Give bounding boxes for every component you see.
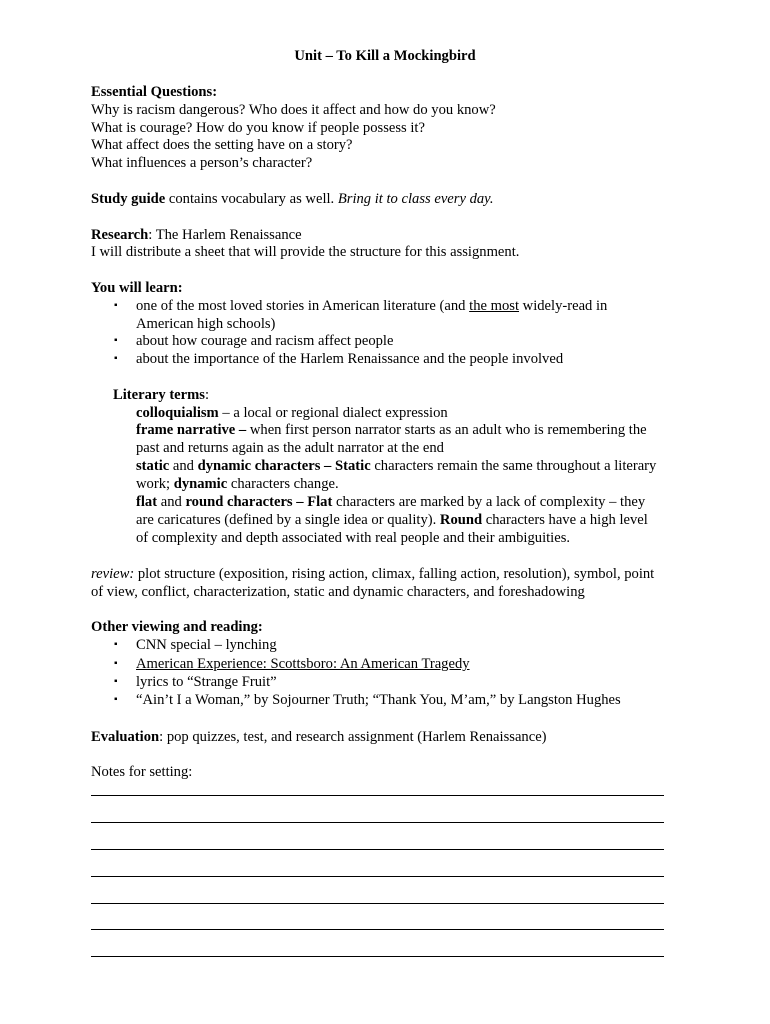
other-item-link[interactable]: American Experience: Scottsboro: An American Tragedy xyxy=(136,656,470,672)
essential-question: What influences a person’s character? xyxy=(91,155,313,171)
term-colloquialism: colloquialism – a local or regional dialect expression xyxy=(136,405,448,421)
bullet-icon: ▪ xyxy=(114,639,118,650)
study-guide-line xyxy=(91,190,494,208)
literary-terms-heading: Literary terms: xyxy=(113,387,210,403)
notes-line xyxy=(91,903,664,904)
term-flat-round: flat and round characters – Flat characters are marked by a lack of complexity – they xyxy=(136,494,646,510)
study-guide-reminder: Bring it to class every day. xyxy=(337,191,494,207)
study-guide-text: contains vocabulary as well. xyxy=(165,191,338,207)
learn-item: about the importance of the Harlem Renaissance and the people involved xyxy=(136,351,564,367)
term-flat-round-continued: are caricatures (defined by a single idea or quality). Round characters have a high level xyxy=(136,512,648,528)
bullet-icon: ▪ xyxy=(114,300,118,311)
essential-question: What is courage? How do you know if people possess it? xyxy=(91,120,425,136)
term-frame-narrative: frame narrative – when first person narrator starts as an adult who is remembering the xyxy=(136,422,647,438)
term-frame-narrative-continued: past and returns again as the adult narrator at the end xyxy=(136,440,444,456)
term-static-dynamic-continued: work; dynamic characters change. xyxy=(136,476,339,492)
other-item: “Ain’t I a Woman,” by Sojourner Truth; “Thank You, M’am,” by Langston Hughes xyxy=(136,692,621,708)
research-line xyxy=(91,226,302,244)
notes-line xyxy=(91,795,664,796)
notes-line xyxy=(91,822,664,823)
research-topic: : The Harlem Renaissance xyxy=(148,227,302,243)
bullet-icon: ▪ xyxy=(114,676,118,687)
research-label: Research xyxy=(91,227,149,243)
other-viewing-heading: Other viewing and reading: xyxy=(91,619,263,635)
notes-line xyxy=(91,956,664,957)
review-line-continued: of view, conflict, characterization, static and dynamic characters, and foreshadowing xyxy=(91,584,585,600)
notes-line xyxy=(91,929,664,930)
review-line: review: plot structure (exposition, rising action, climax, falling action, resolution), symbol, point xyxy=(91,566,655,582)
notes-label: Notes for setting: xyxy=(91,764,193,780)
bullet-icon: ▪ xyxy=(114,694,118,705)
essential-questions-heading: Essential Questions: xyxy=(91,84,218,100)
study-guide-label: Study guide xyxy=(91,191,166,207)
essential-question: What affect does the setting have on a story? xyxy=(91,137,353,153)
notes-line xyxy=(91,849,664,850)
term-static-dynamic: static and dynamic characters – Static characters remain the same throughout a literary xyxy=(136,458,657,474)
learn-item: one of the most loved stories in American literature (and the most widely-read in xyxy=(136,298,608,314)
you-will-learn-heading: You will learn: xyxy=(91,280,183,296)
research-description: I will distribute a sheet that will provide the structure for this assignment. xyxy=(91,244,520,260)
notes-line xyxy=(91,876,664,877)
bullet-icon: ▪ xyxy=(114,353,118,364)
bullet-icon: ▪ xyxy=(114,335,118,346)
page-title: Unit – To Kill a Mockingbird xyxy=(294,48,476,64)
learn-item: about how courage and racism affect people xyxy=(136,333,394,349)
evaluation-line: Evaluation: pop quizzes, test, and research assignment (Harlem Renaissance) xyxy=(91,729,547,745)
bullet-icon: ▪ xyxy=(114,658,118,669)
other-item: CNN special – lynching xyxy=(136,637,277,653)
term-flat-round-continued: of complexity and depth associated with real people and their ambiguities. xyxy=(136,530,571,546)
learn-item-continued: American high schools) xyxy=(136,316,276,332)
essential-question: Why is racism dangerous? Who does it affect and how do you know? xyxy=(91,102,496,118)
other-item: lyrics to “Strange Fruit” xyxy=(136,674,277,690)
